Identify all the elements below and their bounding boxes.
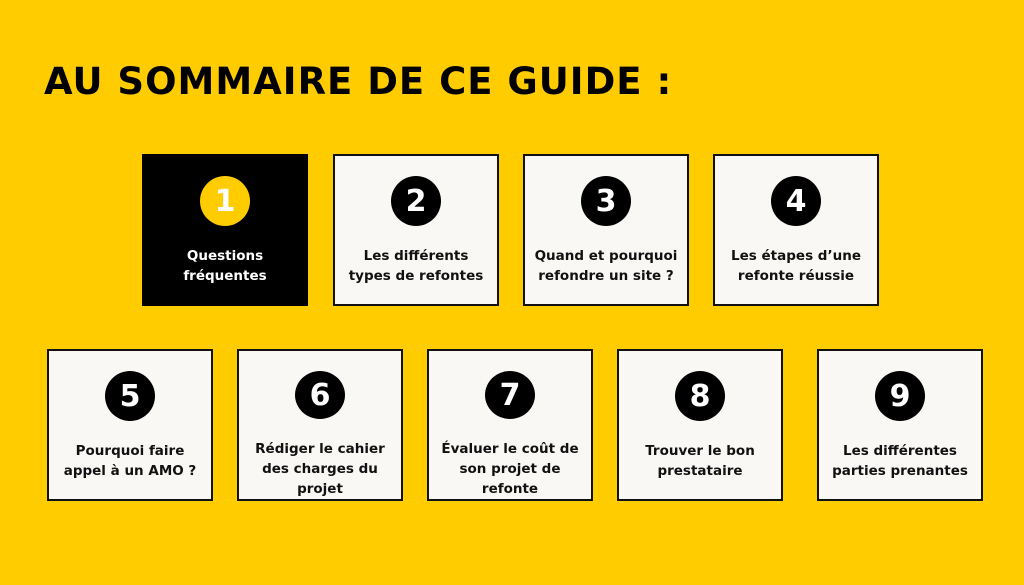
toc-label-2: Les différents types de refontes bbox=[348, 248, 484, 284]
toc-number-4: 4 bbox=[771, 176, 821, 226]
toc-card-3[interactable] bbox=[523, 154, 689, 306]
toc-label-5: Pourquoi faire appel à un AMO ? bbox=[63, 443, 197, 479]
toc-label-9: Les différentes parties prenantes bbox=[832, 443, 968, 479]
toc-card-1[interactable] bbox=[142, 154, 308, 306]
toc-card-7[interactable] bbox=[427, 349, 593, 501]
page-title: AU SOMMAIRE DE CE GUIDE : bbox=[44, 60, 673, 103]
toc-card-9[interactable] bbox=[817, 349, 983, 501]
toc-number-9: 9 bbox=[875, 371, 925, 421]
toc-label-7: Évaluer le coût de son projet de refonte bbox=[441, 441, 579, 497]
toc-number-5: 5 bbox=[105, 371, 155, 421]
toc-card-8[interactable] bbox=[617, 349, 783, 501]
toc-number-2: 2 bbox=[391, 176, 441, 226]
toc-number-6: 6 bbox=[295, 371, 345, 419]
toc-label-1: Questions fréquentes bbox=[183, 248, 267, 284]
toc-number-1: 1 bbox=[200, 176, 250, 226]
toc-label-6: Rédiger le cahier des charges du projet bbox=[255, 441, 385, 497]
toc-number-8: 8 bbox=[675, 371, 725, 421]
toc-card-2[interactable] bbox=[333, 154, 499, 306]
toc-card-6[interactable] bbox=[237, 349, 403, 501]
toc-card-5[interactable] bbox=[47, 349, 213, 501]
toc-label-4: Les étapes d’une refonte réussie bbox=[731, 248, 861, 284]
toc-number-3: 3 bbox=[581, 176, 631, 226]
toc-number-7: 7 bbox=[485, 371, 535, 419]
toc-label-8: Trouver le bon prestataire bbox=[645, 443, 755, 479]
toc-card-4[interactable] bbox=[713, 154, 879, 306]
toc-label-3: Quand et pourquoi refondre un site ? bbox=[534, 248, 678, 284]
